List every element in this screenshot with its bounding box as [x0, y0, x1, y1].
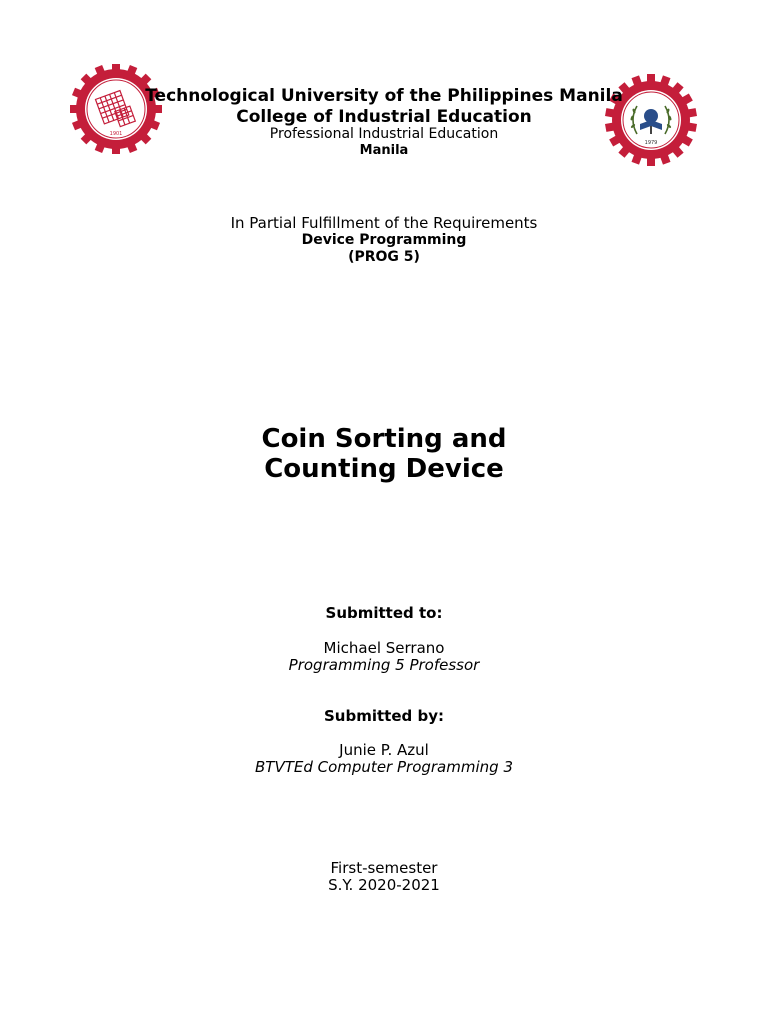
submitted-to-heading: Submitted to: [325, 604, 443, 622]
submitted-by-heading: Submitted by: [324, 707, 444, 725]
submitted-to-name: Michael Serrano [323, 639, 445, 657]
project-title-line2: Counting Device [264, 454, 504, 484]
campus-name: Manila [359, 143, 409, 158]
submitted-by-name: Junie P. Azul [339, 741, 429, 759]
submitted-to-role: Programming 5 Professor [288, 656, 480, 674]
university-name: Technological University of the Philippines Manila [145, 86, 623, 106]
requirement-line: In Partial Fulfillment of the Requirements [230, 214, 538, 232]
course-name: Device Programming [301, 232, 467, 248]
submitted-by-role: BTVTEd Computer Programming 3 [255, 758, 513, 776]
department-name: Professional Industrial Education [269, 126, 499, 142]
school-year: S.Y. 2020-2021 [328, 876, 440, 894]
college-name: College of Industrial Education [236, 107, 532, 127]
left-seal-year: 1901 [109, 131, 123, 137]
right-seal-year: 1979 [644, 140, 658, 146]
project-title-line1: Coin Sorting and [261, 424, 507, 454]
course-code: (PROG 5) [348, 249, 420, 265]
semester: First-semester [330, 859, 438, 877]
